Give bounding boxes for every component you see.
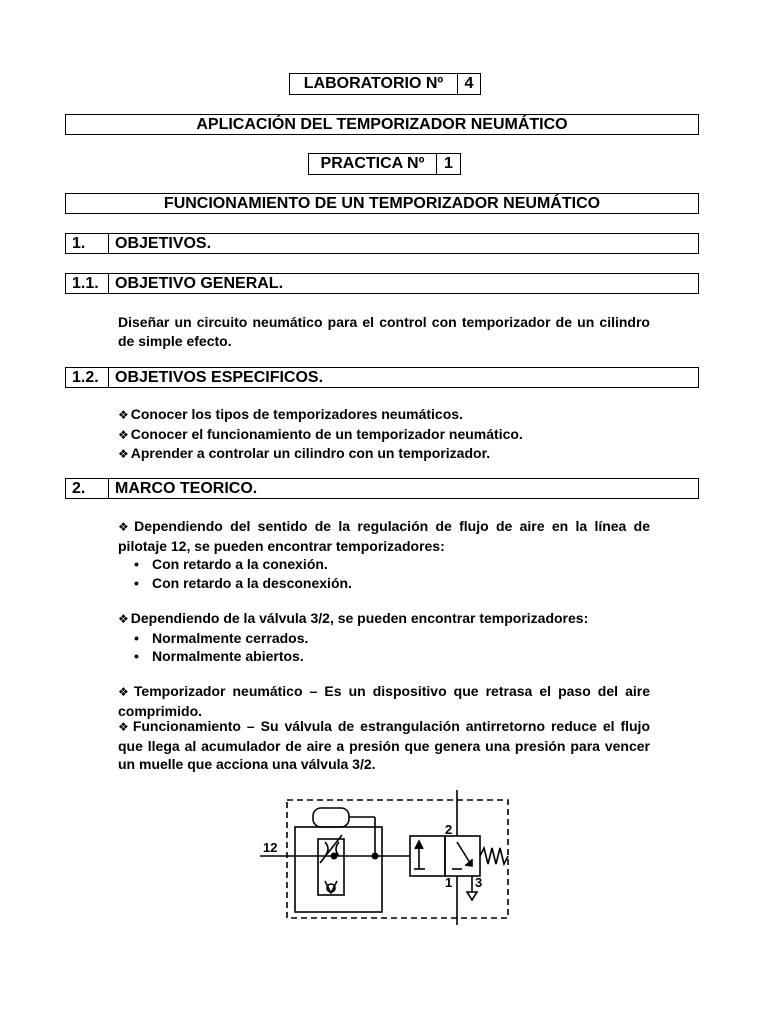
lab-number: 4 (464, 75, 474, 92)
list-item: • Con retardo a la conexión. (118, 555, 650, 574)
pneumatic-timer-diagram (250, 785, 520, 930)
port-2-label: 2 (445, 822, 453, 837)
objetivo-general-text: Diseñar un circuito neumático para el control con temporizador de un cilindro de simple efecto. (118, 314, 650, 349)
section-title: OBJETIVOS. (115, 234, 212, 252)
marco-p4: ❖ Funcionamiento – Su válvula de estrangulación antirretorno reduce el flujo que llega al acumulador de aire a presión que genera una presión para vencer un muelle que acciona una válvula 3/2. (118, 718, 651, 772)
section-number: 1. (66, 234, 109, 253)
diamond-bullet-icon: ❖ (118, 520, 133, 534)
spring-icon (480, 848, 508, 864)
list-item: • Con retardo a la desconexión. (118, 574, 650, 593)
marco-p2: ❖ Dependiendo de la válvula 3/2, se pueden encontrar temporizadores: • Normalmente cerrados. • Normalmente abiertos. (118, 609, 650, 666)
practica-label: PRACTICA Nº (309, 154, 437, 174)
practica-number: 1 (444, 155, 453, 172)
section-title: OBJETIVO GENERAL. (115, 274, 284, 292)
practica-title: FUNCIONAMIENTO DE UN TEMPORIZADOR NEUMÁTICO (163, 194, 601, 212)
diamond-bullet-icon: ❖ (118, 720, 131, 734)
section-1-heading (65, 233, 699, 254)
port-12-label: 12 (263, 840, 278, 855)
diamond-bullet-icon: ❖ (118, 427, 129, 442)
section-number: 2. (66, 479, 109, 498)
check-valve-frame (318, 839, 344, 895)
list-item: • Normalmente cerrados. (118, 629, 650, 648)
list-item: ❖ Conocer el funcionamiento de un temporizador neumático. (118, 425, 523, 442)
practica-title-box (65, 193, 699, 214)
objetivos-especificos-list (118, 405, 650, 464)
marco-p1: ❖ Dependiendo del sentido de la regulación de flujo de aire en la línea de pilotaje 12, se pueden encontrar temporizadores: • Con retardo a la conexión. • Con retardo a la desconexión. (118, 517, 650, 592)
valve-position-left (410, 836, 445, 876)
diamond-bullet-icon: ❖ (118, 447, 129, 461)
section-number: 1.2. (66, 368, 109, 387)
section-1-1-heading (65, 273, 699, 294)
valve-position-right (445, 836, 480, 876)
practica-header-box (308, 153, 461, 175)
lab-header-box (289, 73, 481, 95)
air-reservoir-icon (313, 808, 349, 827)
section-1-2-heading (65, 367, 699, 388)
list-item: • Normalmente abiertos. (118, 647, 650, 666)
lab-label: LABORATORIO Nº (290, 74, 458, 94)
diamond-bullet-icon: ❖ (118, 685, 132, 699)
marco-p3: ❖ Temporizador neumático – Es un dispositivo que retrasa el paso del aire comprimido. (118, 683, 650, 719)
diamond-bullet-icon: ❖ (118, 612, 129, 626)
subtitle-box (65, 114, 699, 135)
diamond-bullet-icon: ❖ (118, 408, 129, 422)
port-1-label: 1 (445, 875, 453, 890)
section-title: OBJETIVOS ESPECIFICOS. (115, 368, 324, 386)
section-number: 1.1. (66, 274, 109, 293)
list-item: ❖ Conocer los tipos de temporizadores neumáticos. (118, 406, 463, 422)
section-title: MARCO TEORICO. (115, 479, 258, 497)
exhaust-icon (467, 892, 477, 900)
port-3-label: 3 (475, 875, 483, 890)
list-item: ❖ Aprender a controlar un cilindro con un temporizador. (118, 445, 491, 461)
section-2-heading (65, 478, 699, 499)
timer-outer-boundary (287, 800, 508, 918)
subtitle: APLICACIÓN DEL TEMPORIZADOR NEUMÁTICO (196, 115, 568, 133)
